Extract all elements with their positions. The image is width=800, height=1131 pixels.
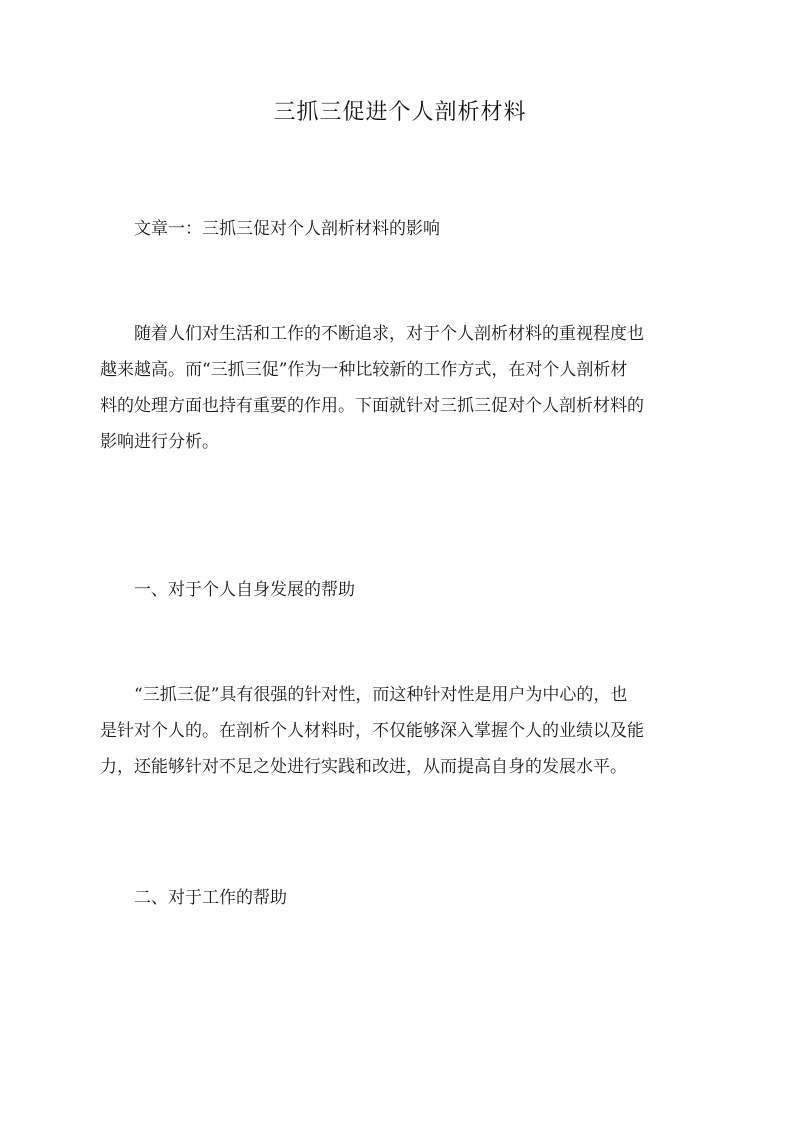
document-title: 三抓三促进个人剖析材料 [273,100,527,125]
paragraph-1-line-2: 越来越高。而“三抓三促”作为一种比较新的工作方式，在对个人剖析材 [100,360,628,380]
paragraph-2-line-1: “三抓三促”具有很强的针对性，而这种针对性是用户为中心的，也 [134,685,628,705]
paragraph-1-line-3: 料的处理方面也持有重要的作用。下面就针对三抓三促对个人剖析材料的 [100,396,644,416]
section-2-heading: 二、对于工作的帮助 [134,888,287,908]
paragraph-2 [100,677,700,785]
paragraph-1-line-4: 影响进行分析。 [100,432,219,452]
paragraph-2-line-2: 是针对个人的。在剖析个人材料时，不仅能够深入掌握个人的业绩以及能 [100,721,644,741]
article-heading: 文章一：三抓三促对个人剖析材料的影响 [134,219,440,239]
paragraph-1 [100,316,700,460]
paragraph-2-line-3: 力，还能够针对不足之处进行实践和改进，从而提高自身的发展水平。 [100,757,627,777]
section-1-heading: 一、对于个人自身发展的帮助 [134,580,355,600]
paragraph-1-line-1: 随着人们对生活和工作的不断追求，对于个人剖析材料的重视程度也 [134,324,644,344]
